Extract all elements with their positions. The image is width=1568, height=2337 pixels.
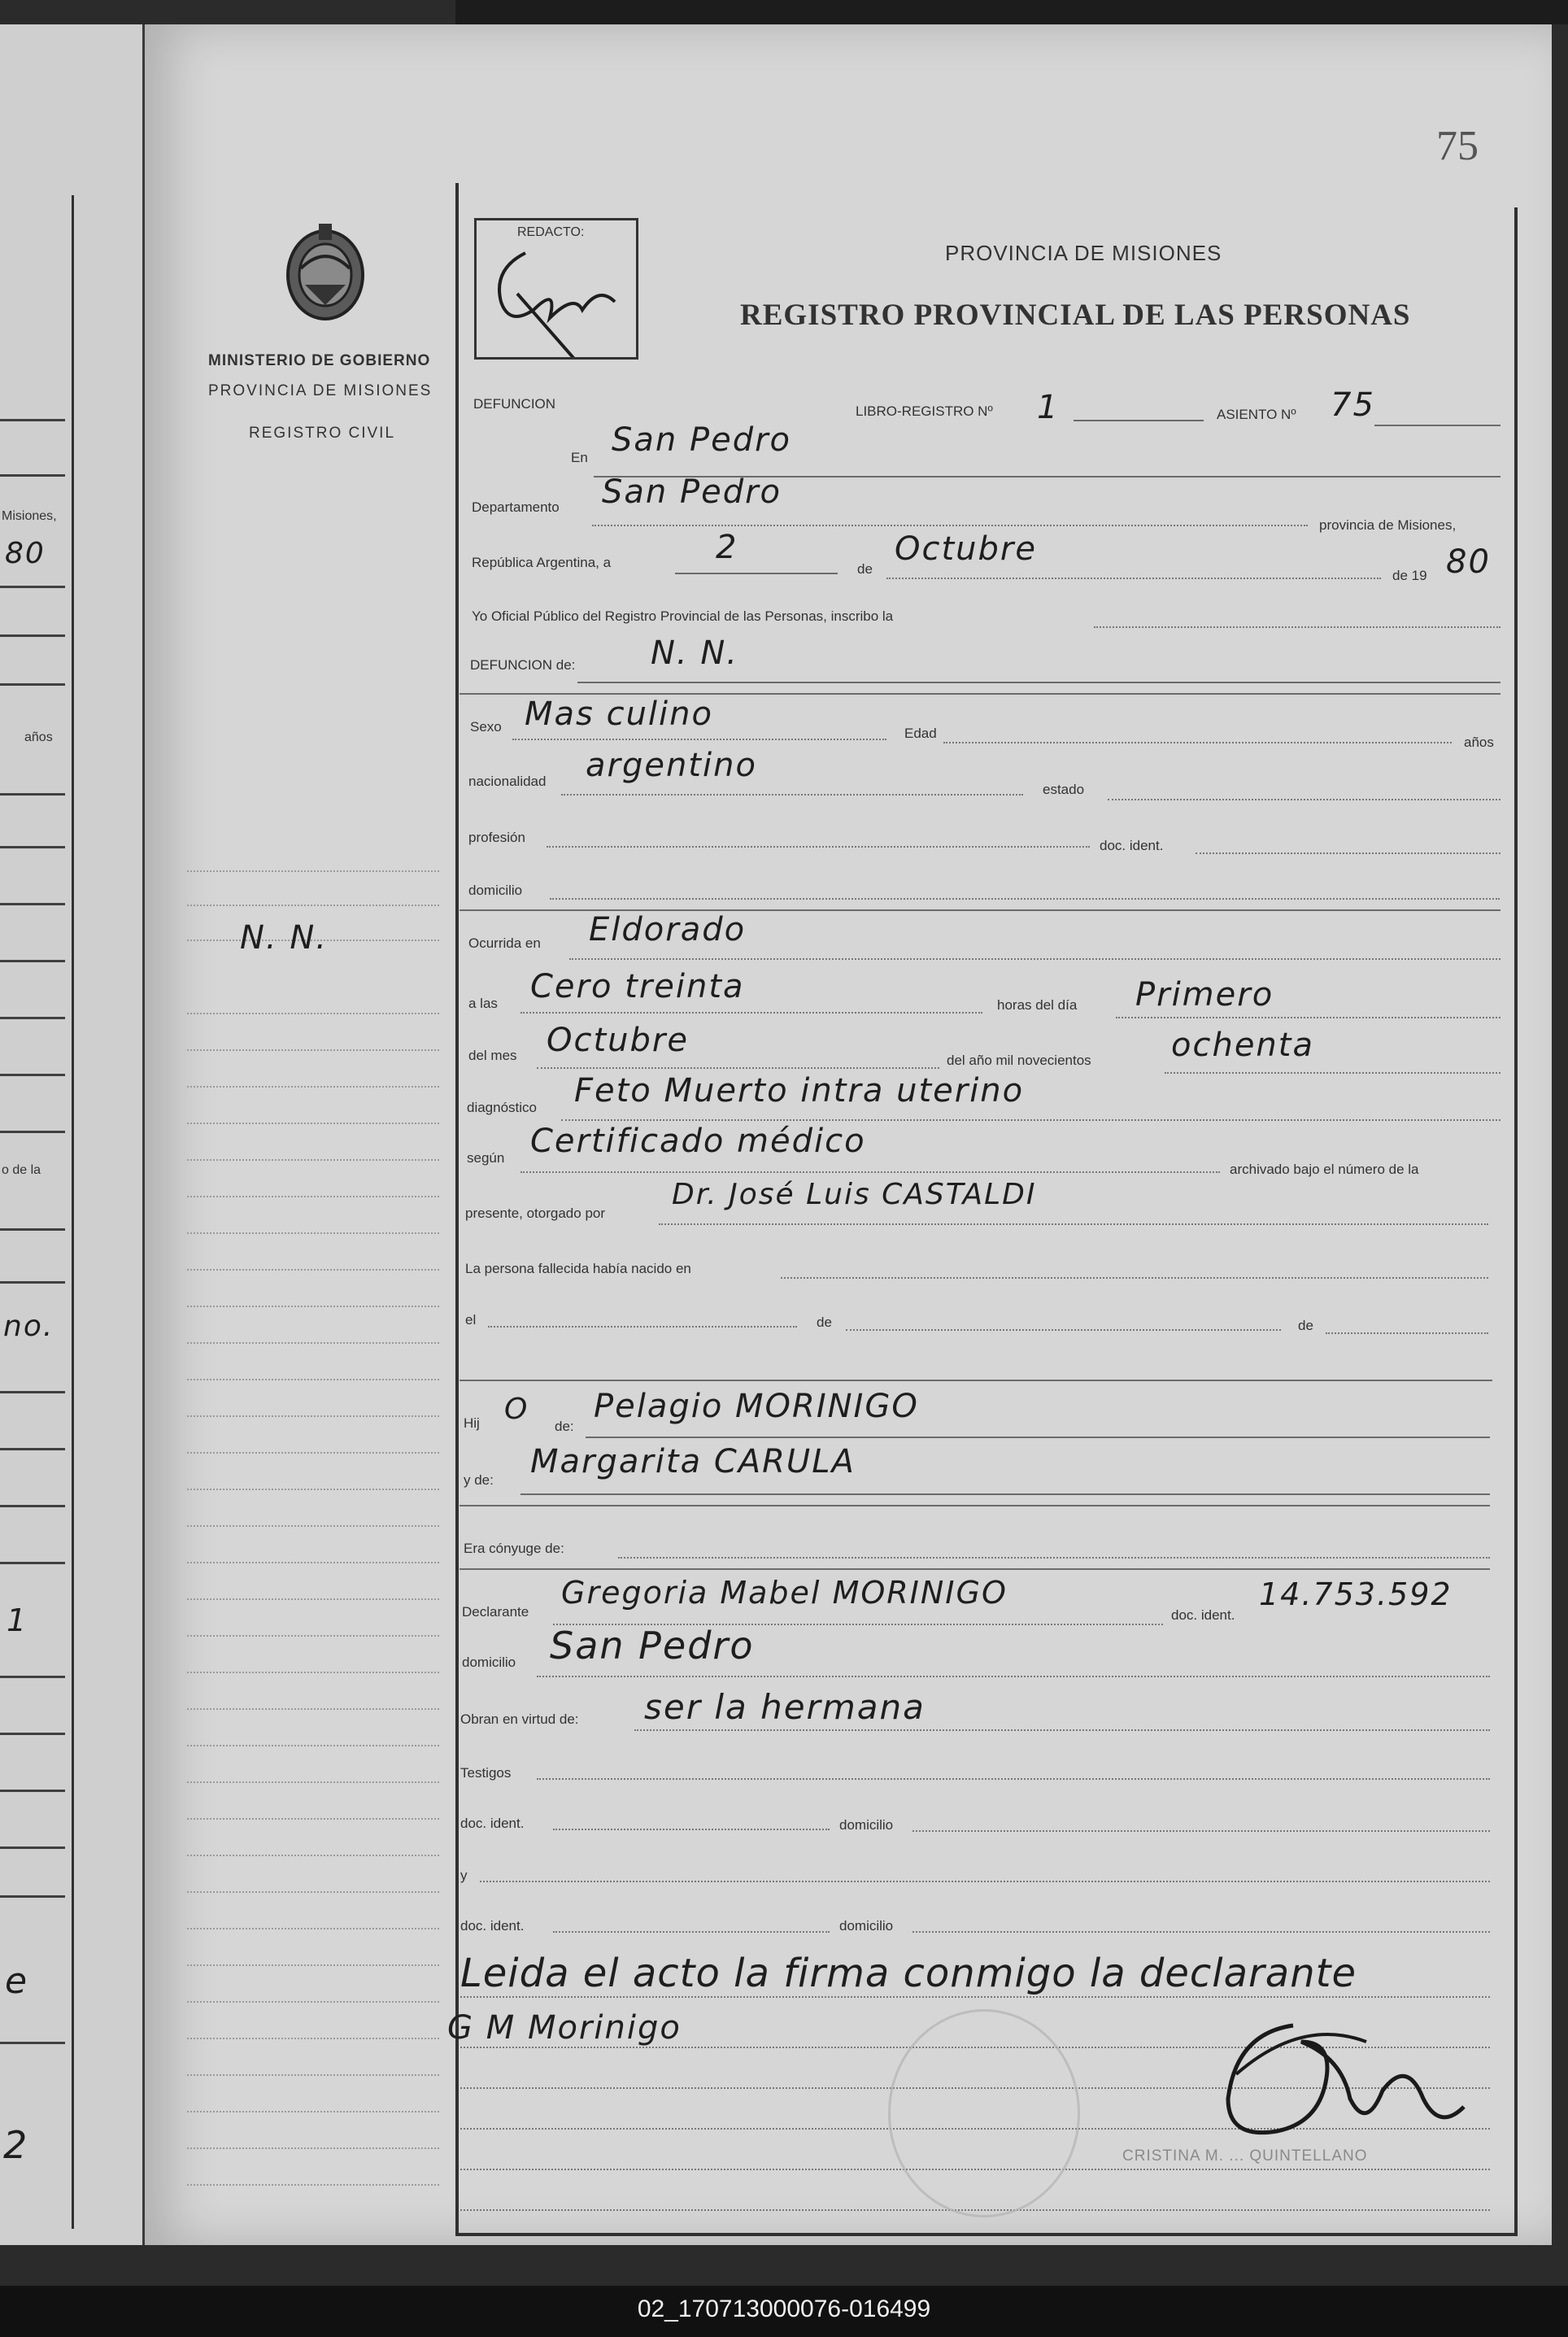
libro-label: LIBRO-REGISTRO Nº: [856, 403, 993, 419]
de-19-label: de 19: [1392, 568, 1427, 583]
del-ano-value: ochenta: [1171, 1027, 1314, 1064]
domicilio-label: domicilio: [468, 883, 523, 898]
testigos-label: Testigos: [460, 1765, 512, 1781]
libro-value: 1: [1037, 389, 1060, 426]
mes-value: Octubre: [895, 530, 1037, 568]
a-las-label: a las: [468, 996, 498, 1011]
left-value-e: e: [5, 1960, 29, 2002]
anio-value: 80: [1446, 543, 1491, 581]
defuncion-de-label: DEFUNCION de:: [470, 657, 576, 673]
diagnostico-value: Feto Muerto intra uterino: [574, 1072, 1025, 1110]
declarante-domicilio-value: San Pedro: [550, 1624, 755, 1668]
sexo-label: Sexo: [470, 719, 502, 735]
en-value: San Pedro: [612, 421, 792, 459]
doc2-label: doc. ident.: [460, 1918, 525, 1934]
padre-value: Pelagio MORINIGO: [594, 1388, 919, 1425]
coat-of-arms-icon: [277, 220, 374, 325]
nacionalidad-label: nacionalidad: [468, 774, 547, 789]
ministry-title: MINISTERIO DE GOBIERNO: [208, 352, 431, 369]
anos-label: años: [1464, 735, 1494, 750]
declarante-value: Gregoria Mabel MORINIGO: [561, 1575, 1008, 1611]
presente-label: presente, otorgado por: [465, 1206, 606, 1221]
declarante-doc-label: doc. ident.: [1171, 1607, 1235, 1623]
obran-value: ser la hermana: [644, 1687, 926, 1727]
declarante-domicilio-label: domicilio: [462, 1655, 516, 1670]
dia-value: 2: [716, 529, 738, 566]
declarante-label: Declarante: [462, 1604, 529, 1620]
presente-value: Dr. José Luis CASTALDI: [672, 1178, 1037, 1211]
el-label: el: [465, 1312, 477, 1328]
hijo-label: Hij: [464, 1415, 480, 1431]
page-number: 75: [1436, 123, 1479, 169]
ministry-province: PROVINCIA DE MISIONES: [208, 382, 433, 399]
redacto-signature-icon: [477, 220, 636, 357]
edad-label: Edad: [904, 726, 937, 741]
asiento-value: 75: [1331, 386, 1375, 424]
ministry-registry: REGISTRO CIVIL: [249, 425, 396, 442]
doc-ident-label: doc. ident.: [1100, 838, 1164, 853]
ocurrida-label: Ocurrida en: [468, 935, 541, 951]
a-las-value: Cero treinta: [530, 968, 745, 1005]
del-ano-label: del año mil novecientos: [947, 1053, 1091, 1068]
obran-label: Obran en virtud de:: [460, 1711, 579, 1727]
form-title: REGISTRO PROVINCIAL DE LAS PERSONAS: [740, 299, 1411, 332]
profesion-label: profesión: [468, 830, 525, 845]
hijo-de-label: de:: [555, 1419, 574, 1434]
sexo-value: Mas culino: [525, 695, 713, 733]
nacido-de-label: de: [817, 1315, 832, 1330]
departamento-value: San Pedro: [602, 473, 782, 511]
diagnostico-label: diagnóstico: [467, 1100, 538, 1115]
officer-stamp: CRISTINA M. ... QUINTELLANO: [1122, 2147, 1368, 2165]
closing-statement: Leida el acto la firma conmigo la declarante: [460, 1951, 1357, 1996]
redacto-label: REDACTO:: [517, 225, 585, 239]
departamento-label: Departamento: [472, 499, 560, 515]
segun-label: según: [467, 1150, 505, 1166]
official-seal-icon: [888, 2009, 1080, 2217]
left-label-anos: años: [24, 730, 53, 744]
left-value-no: no.: [3, 1310, 54, 1343]
testigos-y-label: y: [460, 1868, 468, 1883]
nacionalidad-value: argentino: [586, 747, 757, 784]
testigos-doc-label: doc. ident.: [460, 1816, 525, 1831]
form-province: PROVINCIA DE MISIONES: [945, 241, 1222, 265]
horas-label: horas del día: [997, 997, 1078, 1013]
domicilio2-label: domicilio: [839, 1918, 894, 1934]
left-label-de-la: o de la: [2, 1163, 41, 1177]
oficial-text: Yo Oficial Público del Registro Provincial de las Personas, inscribo la: [472, 608, 894, 624]
left-value-2: 2: [3, 2123, 29, 2167]
estado-label: estado: [1043, 782, 1085, 797]
asiento-label: ASIENTO Nº: [1217, 407, 1296, 422]
republica-label: República Argentina, a: [472, 555, 612, 570]
fecha-de-label: de: [857, 561, 873, 577]
form-bottom-rule: [455, 2233, 1518, 2236]
top-edge: [455, 0, 1568, 24]
left-page-rule: [72, 195, 74, 2229]
archivado-label: archivado bajo el número de la: [1230, 1162, 1419, 1177]
del-mes-value: Octubre: [547, 1022, 689, 1059]
nacido-label: La persona fallecida había nacido en: [465, 1261, 691, 1276]
del-mes-label: del mes: [468, 1048, 517, 1063]
defuncion-de-value: N. N.: [651, 634, 738, 672]
defuncion-label: DEFUNCION: [473, 396, 556, 412]
left-value-1: 1: [7, 1602, 28, 1638]
left-value-80: 80: [5, 537, 46, 570]
segun-value: Certificado médico: [530, 1123, 866, 1160]
testigos-domicilio-label: domicilio: [839, 1817, 894, 1833]
margin-note: N. N.: [240, 919, 328, 957]
madre-value: Margarita CARULA: [530, 1443, 856, 1480]
declarante-signature: G M Morinigo: [447, 2009, 682, 2047]
provincia-suffix: provincia de Misiones,: [1319, 517, 1457, 533]
conyuge-label: Era cónyuge de:: [464, 1541, 564, 1556]
y-de-label: y de:: [464, 1472, 494, 1488]
ocurrida-value: Eldorado: [589, 911, 747, 948]
horas-value: Primero: [1135, 976, 1274, 1014]
redacto-box: [474, 218, 638, 360]
hijo-suffix: O: [504, 1393, 529, 1426]
form-right-rule: [1514, 207, 1518, 2233]
left-label-misiones: Misiones,: [2, 509, 57, 523]
en-label: En: [571, 450, 588, 465]
footer-id: 02_170713000076-016499: [637, 2296, 931, 2322]
declarante-doc-value: 14.753.592: [1259, 1576, 1453, 1612]
form-left-rule: [455, 183, 459, 2233]
nacido-de2-label: de: [1298, 1318, 1313, 1333]
